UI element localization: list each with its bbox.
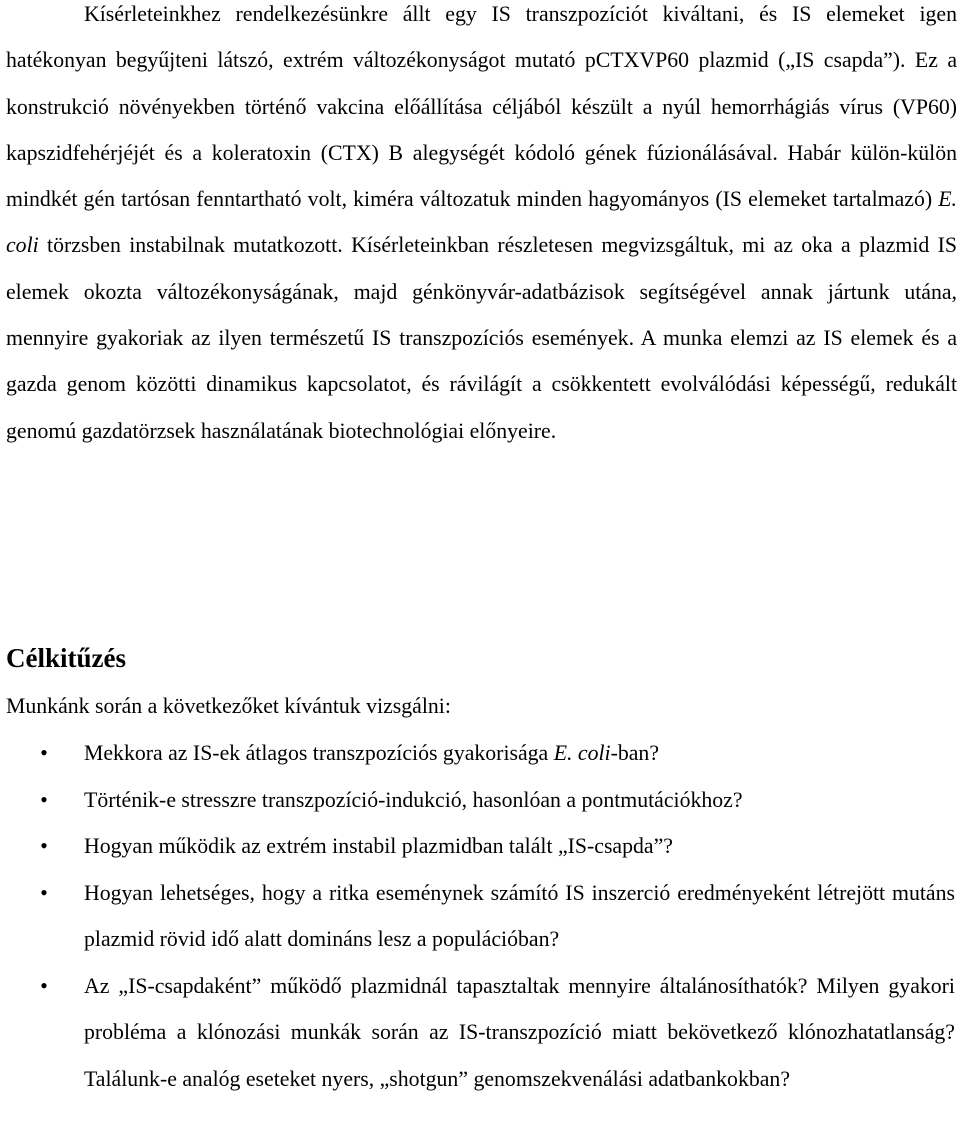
- bullet-icon: •: [40, 833, 48, 858]
- goal-text: Az „IS-csapdaként” működő plazmidnál tapasztaltak mennyire általánosíthatók? Milyen gyakori probléma a klónozási munkák során az IS-transzpozíció miatt bekövetkező klónozhatatlanság? Találunk-e analóg eseteket nyers, „shotgun” genomszekvenálási adatbankokban?: [84, 973, 955, 1091]
- bullet-icon: •: [40, 972, 48, 998]
- bullet-icon: •: [40, 786, 48, 812]
- paragraph-text-part-1: Kísérleteinkhez rendelkezésünkre állt egy IS transzpozíciót kiváltani, és IS elemeket igen hatékonyan begyűjteni látszó, extrém változékonyságot mutató pCTXVP60 plazmid („IS csapda”). Ez a konstrukció növényekben történő vakcina előállítása céljából készült a nyúl hemorrhágiás vírus (VP60) kapszidfehérjéjét és a koleratoxin (CTX) B alegységét kódoló gének fúzionálásával. Habár külön-külön mindkét gén tartósan fenntartható volt, kiméra változatuk minden hagyományos (IS elemeket tartalmazó): [6, 2, 957, 212]
- species-name: E. coli: [553, 741, 611, 765]
- section-heading: Célkitűzés: [6, 643, 126, 673]
- goal-text: Hogyan lehetséges, hogy a ritka eseménynek számító IS inszerció eredményeként létrejött mutáns plazmid rövid idő alatt domináns lesz a populációban?: [84, 880, 955, 951]
- goal-item: [0, 730, 955, 777]
- goal-text: Hogyan működik az extrém instabil plazmidban talált „IS-csapda”?: [84, 834, 673, 858]
- goal-text-suffix: -ban?: [610, 741, 659, 765]
- section-intro: Munkánk során a következőket kívántuk vizsgálni:: [6, 694, 451, 718]
- goal-item: [0, 963, 955, 1103]
- goal-text: Történik-e stresszre transzpozíció-indukció, hasonlóan a pontmutációkhoz?: [84, 787, 743, 812]
- goal-item: [0, 777, 955, 824]
- body-paragraph: [6, 0, 957, 454]
- paragraph-text-part-2: törzsben instabilnak mutatkozott. Kísérleteinkban részletesen megvizsgáltuk, mi az oka a plazmid IS elemek okozta változékonyságának, majd génkönyvár-adatbázisok segítségével annak jártunk utána, mennyire gyakoriak az ilyen természetű IS transzpozíciós események. A munka elemzi az IS elemek és a gazda genom közötti dinamikus kapcsolatot, és rávilágít a csökkentett evolválódási képességű, redukált genomú gazdatörzsek használatának biotechnológiai előnyeire.: [6, 233, 957, 443]
- goal-text: Mekkora az IS-ek átlagos transzpozíciós gyakorisága: [84, 741, 554, 765]
- bullet-icon: •: [40, 879, 48, 905]
- goals-list: [0, 730, 955, 1102]
- bullet-icon: •: [40, 740, 48, 765]
- goal-item: [0, 870, 955, 963]
- goal-item: [0, 823, 955, 870]
- species-name: E. coli: [6, 187, 957, 258]
